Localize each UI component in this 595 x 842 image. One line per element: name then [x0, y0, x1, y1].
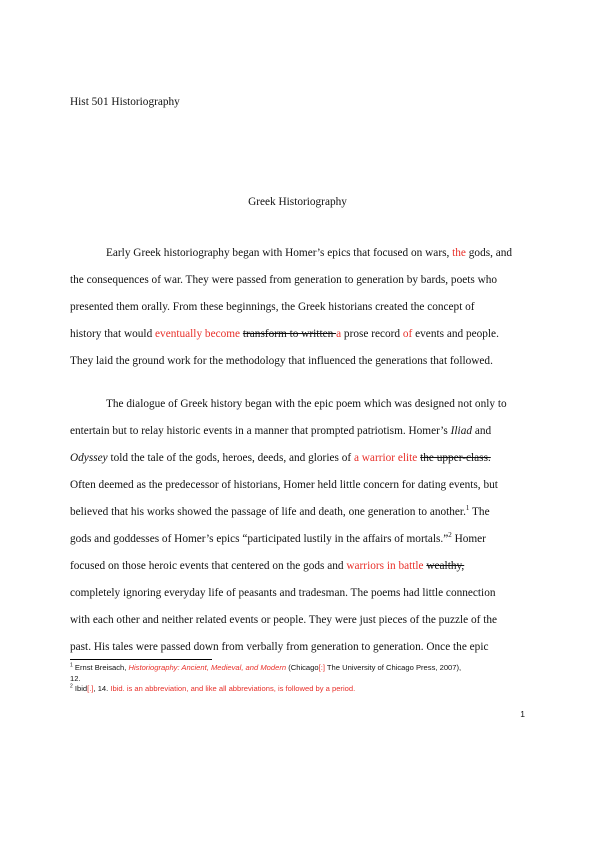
document-title: Greek Historiography: [248, 196, 347, 208]
inserted-text: the: [452, 247, 466, 259]
course-header: Hist 501 Historiography: [70, 96, 180, 108]
page-number: 1: [520, 709, 525, 719]
paragraph-2-line-8: completely ignoring everyday life of peasants and tradesman. The poems had little connection: [70, 587, 496, 599]
text-run: and: [472, 425, 492, 437]
text-run: The University of Chicago Press, 2007),: [324, 663, 462, 672]
paragraph-2-line-9: with each other and neither related events or people. They were just pieces of the puzzle of the: [70, 614, 498, 626]
footnote-number: 2: [70, 683, 73, 690]
text-run: prose record: [341, 328, 403, 340]
paragraph-1-line-1: [70, 240, 526, 267]
paragraph-2-line-5: [70, 499, 526, 526]
paragraph-1-line-4: [70, 321, 526, 348]
footnote-ref-1[interactable]: 1: [465, 504, 470, 513]
deleted-text: transform to written: [242, 328, 337, 340]
paragraph-2-line-1: The dialogue of Greek history began with the epic poem which was designed not only to: [106, 398, 507, 410]
paragraph-1-line-3: presented them orally. From these beginnings, the Greek historians created the concept of: [70, 301, 475, 313]
text-run: events and people.: [412, 328, 499, 340]
inserted-text: [:]: [318, 663, 325, 672]
footnote-ref-2[interactable]: 2: [448, 531, 452, 540]
text-run: entertain but to relay historic events in a manner that prompted patriotism. Homer’s: [70, 425, 451, 437]
text-run: believed that his works showed the passage of life and death, one generation to another.: [70, 506, 466, 518]
text-run: told the tale of the gods, heroes, deeds, and glories of: [107, 452, 354, 464]
text-run: focused on those heroic events that centered on the gods and: [70, 560, 347, 572]
footnote-1-continued: 12.: [70, 673, 81, 683]
footnote-number: 1: [70, 662, 73, 669]
work-title-iliad: Iliad: [450, 425, 472, 437]
document-body: [70, 240, 526, 661]
inserted-text: [.]: [87, 684, 94, 693]
text-run: gods, and: [465, 247, 513, 259]
paragraph-2-line-4: Often deemed as the predecessor of historians, Homer held little concern for dating events, but: [70, 479, 498, 491]
work-title-odyssey: Odyssey: [70, 452, 108, 464]
paragraph-2-line-3: [70, 445, 526, 472]
text-run: , 14.: [93, 684, 111, 693]
paragraph-spacer: [70, 375, 526, 391]
inserted-text: a warrior elite: [353, 452, 418, 464]
paragraph-2-line-6: [70, 526, 526, 553]
book-title: Historiography: Ancient, Medieval, and Modern: [128, 663, 287, 672]
text-run: history that would: [70, 328, 156, 340]
text-run: Ibid: [72, 684, 88, 693]
inserted-text: of: [402, 328, 413, 340]
paragraph-1-line-5: They laid the ground work for the methodology that influenced the generations that followed.: [70, 355, 493, 367]
deleted-text: wealthy,: [426, 560, 465, 572]
footnotes: [70, 663, 540, 695]
paragraph-2-line-10: past. His tales were passed down from verbally from generation to generation. Once the epic: [70, 641, 489, 653]
footnote-2: [70, 684, 540, 695]
inserted-text: a: [336, 328, 342, 340]
paragraph-2-line-7: [70, 553, 526, 580]
editor-comment: Ibid. is an abbreviation, and like all abbreviations, is followed by a period.: [110, 684, 356, 693]
deleted-text: the upper-class.: [420, 452, 491, 464]
text-run: (Chicago: [286, 663, 319, 672]
inserted-text: eventually become: [155, 328, 241, 340]
paragraph-2-line-2: [70, 418, 526, 445]
text-run: Ernst Breisach,: [72, 663, 129, 672]
text-run: The: [469, 506, 490, 518]
paragraph-1-line-2: the consequences of war. They were passed from generation to generation by bards, poets who: [70, 274, 498, 286]
text-run: Early Greek historiography began with Homer’s epics that focused on wars,: [106, 247, 453, 259]
text-run: gods and goddesses of Homer’s epics “participated lustily in the affairs of mortals.”: [70, 533, 449, 545]
footnote-1: [70, 663, 540, 674]
inserted-text: warriors in battle: [346, 560, 424, 572]
footnote-separator: [70, 659, 212, 660]
text-run: Homer: [451, 533, 486, 545]
